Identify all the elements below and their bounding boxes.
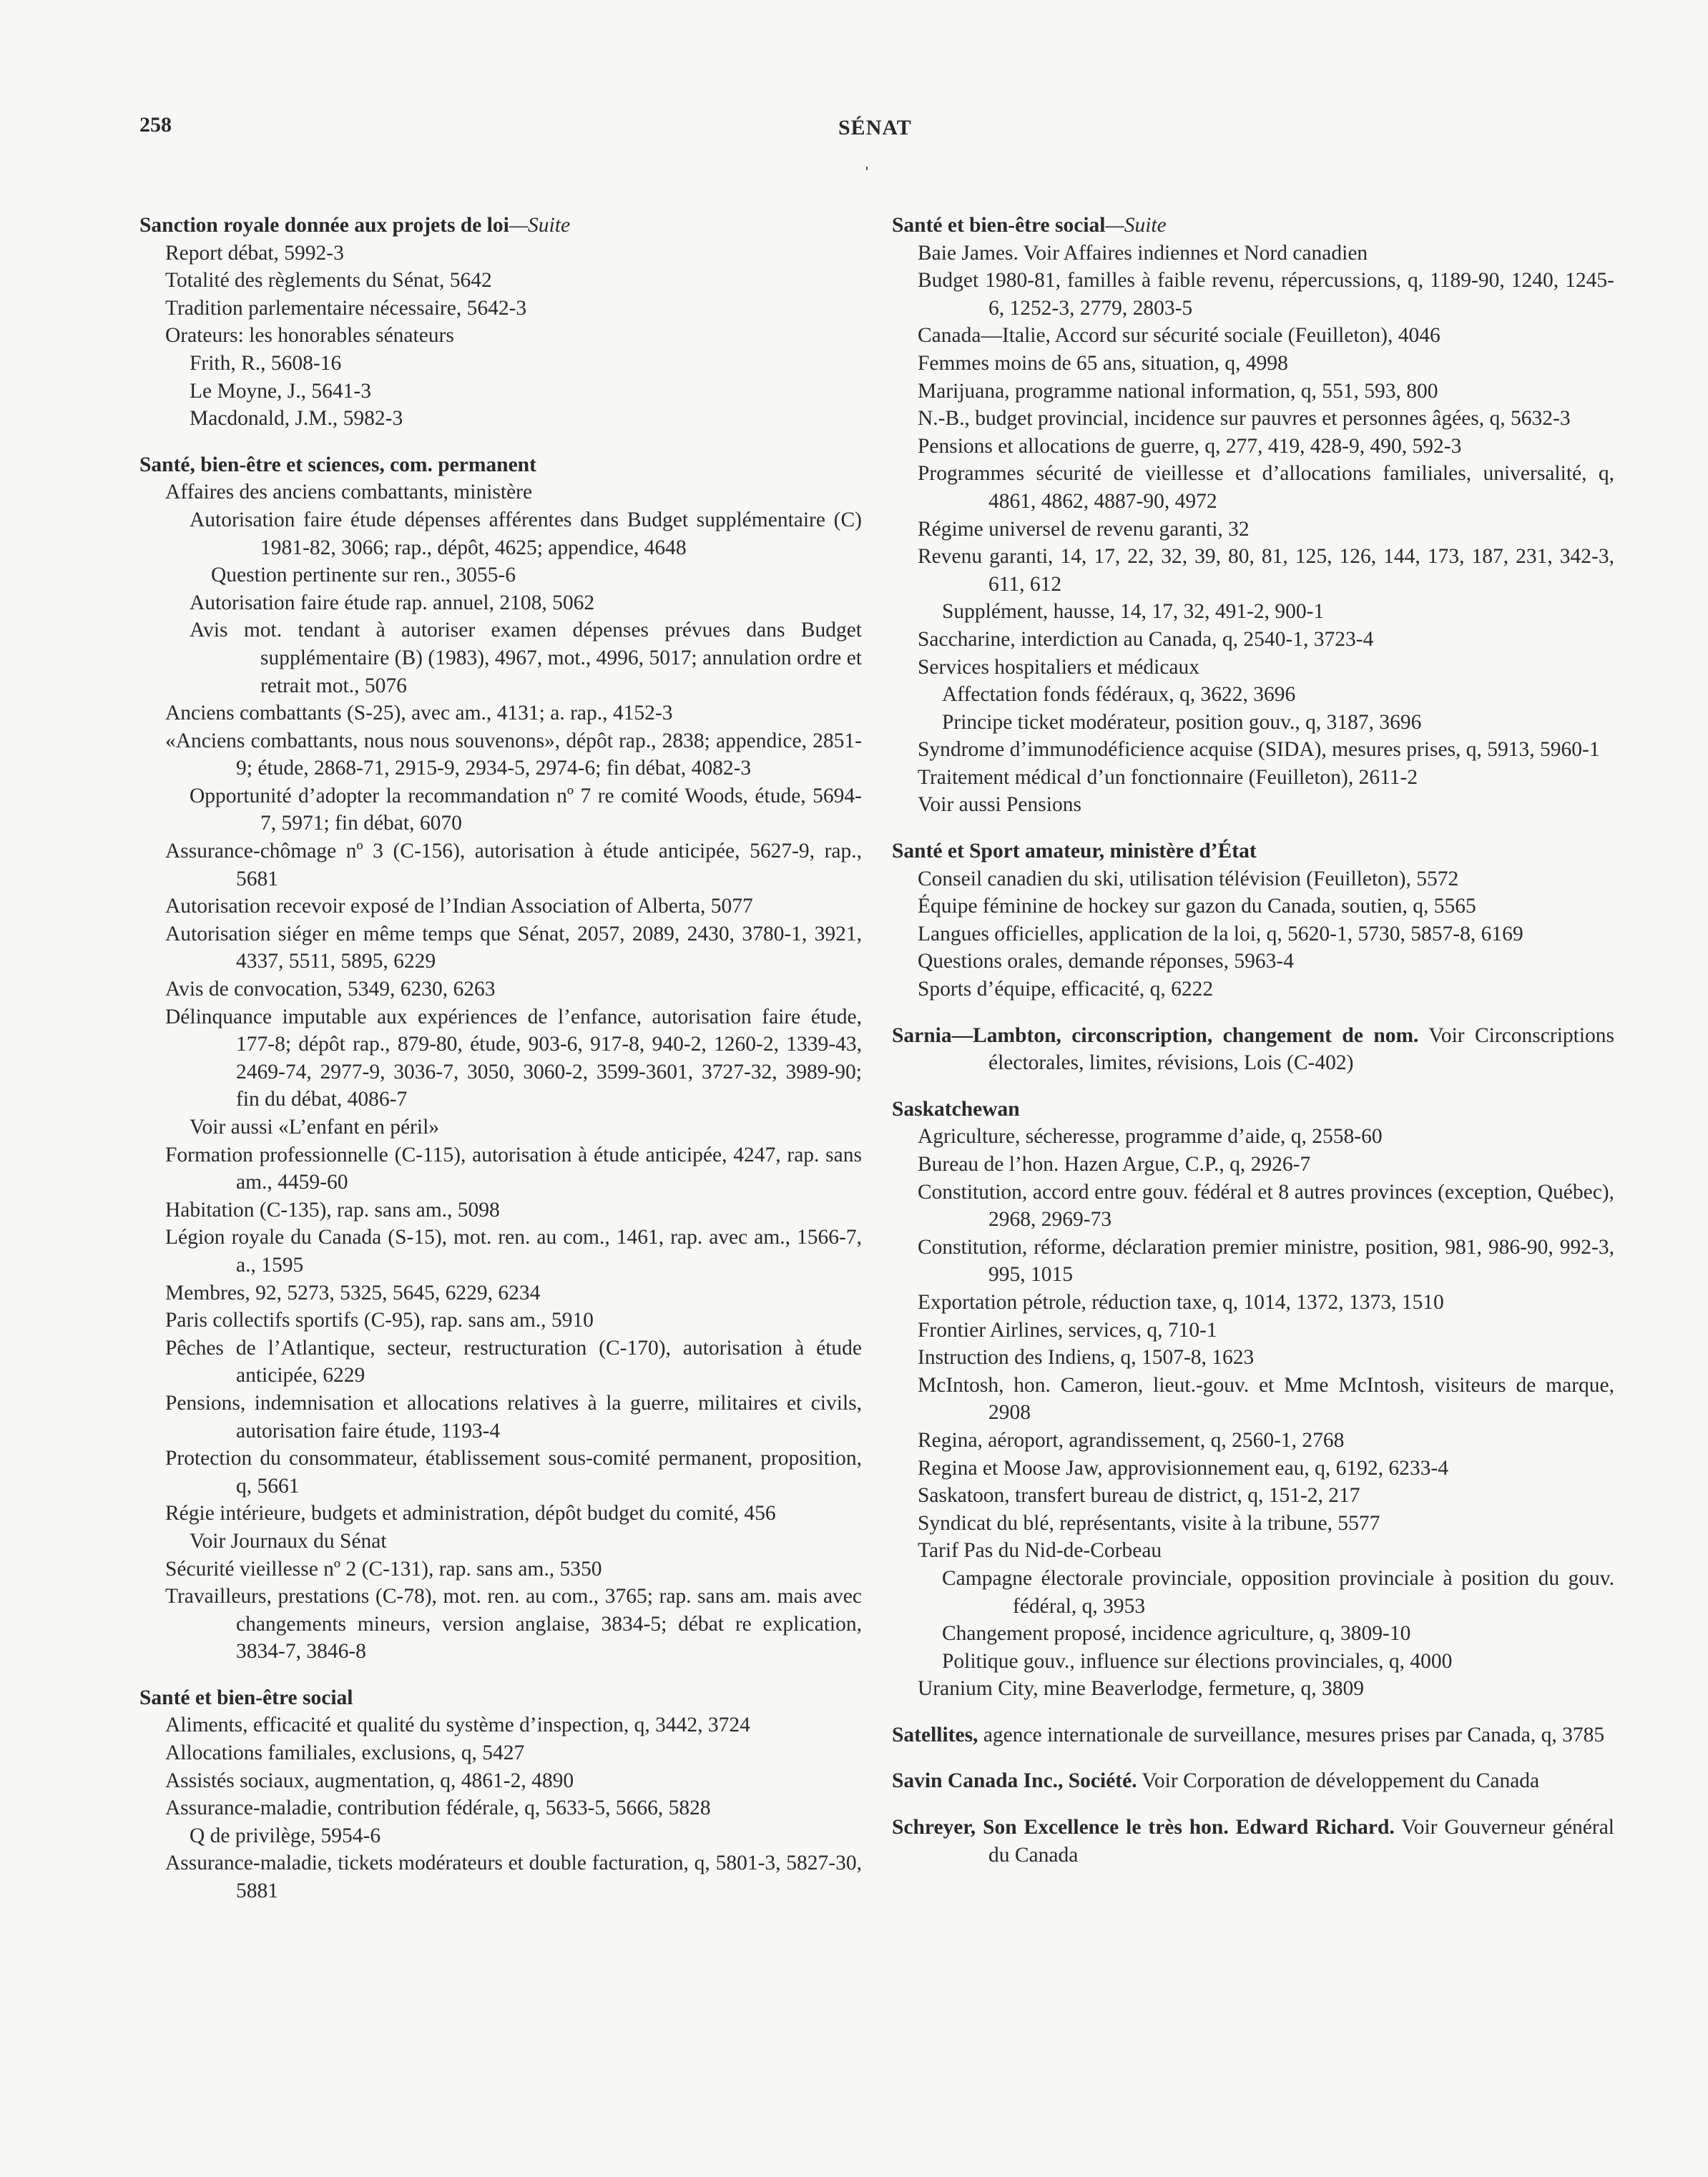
index-column-right xyxy=(892,212,1614,1887)
index-subentry: Report débat, 5992-3 xyxy=(165,241,344,265)
index-subentry: Pensions et allocations de guerre, q, 277, 419, 428-9, 490, 592-3 xyxy=(918,434,1462,458)
heading-text: Savin Canada Inc., Société. xyxy=(892,1769,1137,1793)
index-subentry: Assurance-maladie, contribution fédérale, q, 5633-5, 5666, 5828 xyxy=(165,1797,711,1820)
index-subentry: Anciens combattants (S-25), avec am., 4131; a. rap., 4152-3 xyxy=(165,702,673,725)
index-subentry: Baie James. Voir Affaires indiennes et Nord canadien xyxy=(918,241,1368,265)
index-subentry: Autorisation recevoir exposé de l’Indian Association of Alberta, 5077 xyxy=(165,895,753,918)
index-subentry: Frontier Airlines, services, q, 710-1 xyxy=(918,1318,1217,1342)
index-subentry: Question pertinente sur ren., 3055-6 xyxy=(211,564,516,587)
index-entry xyxy=(892,212,1614,819)
index-subentry: Agriculture, sécheresse, programme d’aide, q, 2558-60 xyxy=(918,1125,1383,1149)
index-subentry: Sports d’équipe, efficacité, q, 6222 xyxy=(918,978,1214,1001)
index-subentry: Régime universel de revenu garanti, 32 xyxy=(918,517,1250,541)
index-subentry: Constitution, accord entre gouv. fédéral et 8 autres provinces (exception, Québec), 2968, 2969-73 xyxy=(918,1180,1614,1232)
index-subentry: Macdonald, J.M., 5982-3 xyxy=(190,407,403,431)
index-subentry: «Anciens combattants, nous nous souvenons», dépôt rap., 2838; appendice, 2851-9; étude, 2868-71, 2915-9, 2934-5, 2974-6; fin débat, 4082-3 xyxy=(165,729,862,780)
index-subentry: Tarif Pas du Nid-de-Corbeau xyxy=(918,1539,1162,1563)
heading-text: Satellites, xyxy=(892,1723,978,1746)
index-entry-heading xyxy=(139,451,862,479)
heading-text: Schreyer, Son Excellence le très hon. Edward Richard. xyxy=(892,1816,1395,1839)
index-entry-heading xyxy=(139,212,862,240)
index-subentry: Campagne électorale provinciale, opposition provinciale à position du gouv. fédéral, q, 3953 xyxy=(942,1566,1614,1618)
index-entry xyxy=(139,451,862,1666)
index-subentry: Politique gouv., influence sur élections provinciales, q, 4000 xyxy=(942,1649,1453,1673)
page-number: 258 xyxy=(139,113,172,137)
heading-text: Sarnia—Lambton, circonscription, changement de nom. xyxy=(892,1023,1419,1047)
index-subentry: Langues officielles, application de la loi, q, 5620-1, 5730, 5857-8, 6169 xyxy=(918,922,1523,945)
index-subentry: Pêches de l’Atlantique, secteur, restructuration (C-170), autorisation à étude anticipée, 6229 xyxy=(165,1336,862,1387)
index-subentry: Instruction des Indiens, q, 1507-8, 1623 xyxy=(918,1346,1255,1370)
index-entry-heading xyxy=(892,837,1614,865)
index-subentry: Régie intérieure, budgets et administration, dépôt budget du comité, 456 xyxy=(165,1502,776,1525)
index-subentry: Principe ticket modérateur, position gouv., q, 3187, 3696 xyxy=(942,710,1422,734)
index-subentry: Femmes moins de 65 ans, situation, q, 4998 xyxy=(918,351,1288,375)
index-entry-heading xyxy=(892,212,1614,240)
index-subentry: Légion royale du Canada (S-15), mot. ren. au com., 1461, rap. avec am., 1566-7, a., 1595 xyxy=(165,1226,862,1277)
index-subentry: Syndicat du blé, représentants, visite à la tribune, 5577 xyxy=(918,1511,1380,1535)
index-subentry: Regina et Moose Jaw, approvisionnement eau, q, 6192, 6233-4 xyxy=(918,1456,1448,1480)
index-subentry: Canada—Italie, Accord sur sécurité sociale (Feuilleton), 4046 xyxy=(918,324,1440,348)
index-subentry: Voir Journaux du Sénat xyxy=(190,1529,387,1553)
heading-tail: Voir Corporation de développement du Canada xyxy=(1142,1769,1540,1793)
index-subentry: Pensions, indemnisation et allocations relatives à la guerre, militaires et civils, autorisation faire étude, 1193-4 xyxy=(165,1391,862,1443)
index-subentry: Budget 1980-81, familles à faible revenu, répercussions, q, 1189-90, 1240, 1245-6, 1252-3, 2779, 2803-5 xyxy=(918,269,1614,320)
index-subentry: Assurance-chômage nº 3 (C-156), autorisation à étude anticipée, 5627-9, rap., 5681 xyxy=(165,840,862,890)
index-entry-heading xyxy=(892,1767,1614,1795)
index-subentry: Totalité des règlements du Sénat, 5642 xyxy=(165,269,492,293)
index-subentry: Autorisation faire étude dépenses afférentes dans Budget supplémentaire (C) 1981-82, 3066; rap., dépôt, 4625; appendice, 4648 xyxy=(190,508,862,559)
index-subentry: Conseil canadien du ski, utilisation télévision (Feuilleton), 5572 xyxy=(918,867,1459,890)
index-subentry: Voir aussi «L’enfant en péril» xyxy=(190,1116,440,1139)
index-subentry: Équipe féminine de hockey sur gazon du Canada, soutien, q, 5565 xyxy=(918,895,1476,918)
heading-text: Santé et bien-être social xyxy=(139,1686,353,1709)
index-subentry: Saskatoon, transfert bureau de district, q, 151-2, 217 xyxy=(918,1484,1360,1508)
index-subentry: Exportation pétrole, réduction taxe, q, 1014, 1372, 1373, 1510 xyxy=(918,1290,1444,1314)
index-entry-heading xyxy=(139,1684,862,1712)
index-subentry: Allocations familiales, exclusions, q, 5427 xyxy=(165,1741,525,1765)
heading-text: Santé, bien-être et sciences, com. permanent xyxy=(139,453,536,476)
index-subentry: Travailleurs, prestations (C-78), mot. ren. au com., 3765; rap. sans am. mais avec changements mineurs, version anglaise, 3834-5; débat re explication, 3834-7, 3846-8 xyxy=(165,1585,862,1664)
index-subentry: Q de privilège, 5954-6 xyxy=(190,1824,381,1847)
index-subentry: Uranium City, mine Beaverlodge, fermeture, q, 3809 xyxy=(918,1677,1364,1701)
heading-tail: Voir Circonscriptions électorales, limites, révisions, Lois (C-402) xyxy=(988,1023,1615,1075)
heading-suite: —Suite xyxy=(509,214,571,237)
index-subentry: Revenu garanti, 14, 17, 22, 32, 39, 80, 81, 125, 126, 144, 173, 187, 231, 342-3, 611, 612 xyxy=(918,545,1614,596)
index-entry-heading xyxy=(892,1814,1614,1869)
index-subentry: Paris collectifs sportifs (C-95), rap. sans am., 5910 xyxy=(165,1309,594,1332)
index-subentry: Orateurs: les honorables sénateurs xyxy=(165,324,454,348)
index-subentry: Syndrome d’immunodéficience acquise (SIDA), mesures prises, q, 5913, 5960-1 xyxy=(918,738,1600,762)
index-subentry: Habitation (C-135), rap. sans am., 5098 xyxy=(165,1198,500,1222)
index-entry xyxy=(892,1767,1614,1795)
index-subentry: Bureau de l’hon. Hazen Argue, C.P., q, 2926-7 xyxy=(918,1153,1311,1176)
index-subentry: Traitement médical d’un fonctionnaire (Feuilleton), 2611-2 xyxy=(918,765,1418,789)
index-entry xyxy=(892,1022,1614,1077)
index-entry-heading xyxy=(892,1022,1614,1077)
index-subentry: Membres, 92, 5273, 5325, 5645, 6229, 6234 xyxy=(165,1281,541,1304)
heading-text: Sanction royale donnée aux projets de loi xyxy=(139,214,509,237)
index-subentry: Saccharine, interdiction au Canada, q, 2540-1, 3723-4 xyxy=(918,627,1374,651)
scan-mark xyxy=(866,167,868,170)
index-subentry: Services hospitaliers et médicaux xyxy=(918,655,1200,679)
index-subentry: Sécurité vieillesse nº 2 (C-131), rap. sans am., 5350 xyxy=(165,1557,602,1581)
index-entry xyxy=(892,1096,1614,1703)
index-subentry: Questions orales, demande réponses, 5963-4 xyxy=(918,950,1294,973)
index-subentry: McIntosh, hon. Cameron, lieut.-gouv. et Mme McIntosh, visiteurs de marque, 2908 xyxy=(918,1373,1614,1425)
index-subentry: Assurance-maladie, tickets modérateurs et double facturation, q, 5801-3, 5827-30, 5881 xyxy=(165,1852,862,1903)
index-entry-heading xyxy=(892,1096,1614,1124)
heading-suite: —Suite xyxy=(1105,214,1167,237)
index-entry xyxy=(139,1684,862,1905)
heading-text: Saskatchewan xyxy=(892,1097,1020,1121)
index-subentry: Avis mot. tendant à autoriser examen dépenses prévues dans Budget supplémentaire (B) (1983), 4967, mot., 4996, 5017; annulation ordre et retrait mot., 5076 xyxy=(190,619,862,697)
heading-text: Santé et Sport amateur, ministère d’État xyxy=(892,840,1257,863)
index-entry xyxy=(892,1814,1614,1869)
index-subentry: Changement proposé, incidence agriculture, q, 3809-10 xyxy=(942,1622,1411,1646)
index-subentry: Formation professionnelle (C-115), autorisation à étude anticipée, 4247, rap. sans am., 4459-60 xyxy=(165,1143,862,1194)
running-head: SÉNAT xyxy=(838,116,912,139)
index-entry xyxy=(892,837,1614,1003)
index-entry xyxy=(892,1721,1614,1749)
heading-text: Santé et bien-être social xyxy=(892,214,1106,237)
index-subentry: Protection du consommateur, établissement sous-comité permanent, proposition, q, 5661 xyxy=(165,1447,862,1498)
index-subentry: Aliments, efficacité et qualité du système d’inspection, q, 3442, 3724 xyxy=(165,1714,750,1737)
index-subentry: Opportunité d’adopter la recommandation nº 7 re comité Woods, étude, 5694-7, 5971; fin débat, 6070 xyxy=(190,784,862,835)
index-subentry: Assistés sociaux, augmentation, q, 4861-2, 4890 xyxy=(165,1769,574,1792)
index-subentry: Avis de convocation, 5349, 6230, 6263 xyxy=(165,978,496,1001)
index-subentry: Regina, aéroport, agrandissement, q, 2560-1, 2768 xyxy=(918,1428,1345,1452)
index-subentry: Affectation fonds fédéraux, q, 3622, 3696 xyxy=(942,683,1296,707)
index-subentry: Le Moyne, J., 5641-3 xyxy=(190,379,371,403)
index-subentry: N.-B., budget provincial, incidence sur pauvres et personnes âgées, q, 5632-3 xyxy=(918,407,1571,431)
index-column-left xyxy=(139,212,862,1924)
index-subentry: Voir aussi Pensions xyxy=(918,793,1081,817)
heading-tail: agence internationale de surveillance, mesures prises par Canada, q, 3785 xyxy=(983,1723,1605,1746)
index-subentry: Programmes sécurité de vieillesse et d’allocations familiales, universalité, q, 4861, 4862, 4887-90, 4972 xyxy=(918,462,1614,513)
index-subentry: Frith, R., 5608-16 xyxy=(190,351,342,375)
index-subentry: Autorisation faire étude rap. annuel, 2108, 5062 xyxy=(190,591,595,614)
index-entry-heading xyxy=(892,1721,1614,1749)
index-subentry: Autorisation siéger en même temps que Sénat, 2057, 2089, 2430, 3780-1, 3921, 4337, 5511, 5895, 6229 xyxy=(165,922,862,973)
index-subentry: Supplément, hausse, 14, 17, 32, 491-2, 900-1 xyxy=(942,600,1325,624)
heading-tail: Voir Gouverneur général du Canada xyxy=(988,1816,1614,1867)
index-subentry: Délinquance imputable aux expériences de l’enfance, autorisation faire étude, 177-8; dépôt rap., 879-80, étude, 903-6, 917-8, 940-2, 1260-2, 1339-43, 2469-74, 2977-9, 3036-7, 3050, 3060-2, 3599-3601, 3727-32, 3989-90; fin du débat, 4086-7 xyxy=(165,1005,862,1111)
index-entry xyxy=(139,212,862,433)
index-subentry: Marijuana, programme national information, q, 551, 593, 800 xyxy=(918,379,1438,403)
index-subentry: Affaires des anciens combattants, ministère xyxy=(165,481,533,504)
index-subentry: Tradition parlementaire nécessaire, 5642-3 xyxy=(165,296,527,320)
index-subentry: Constitution, réforme, déclaration premier ministre, position, 981, 986-90, 992-3, 995, 1015 xyxy=(918,1235,1614,1287)
